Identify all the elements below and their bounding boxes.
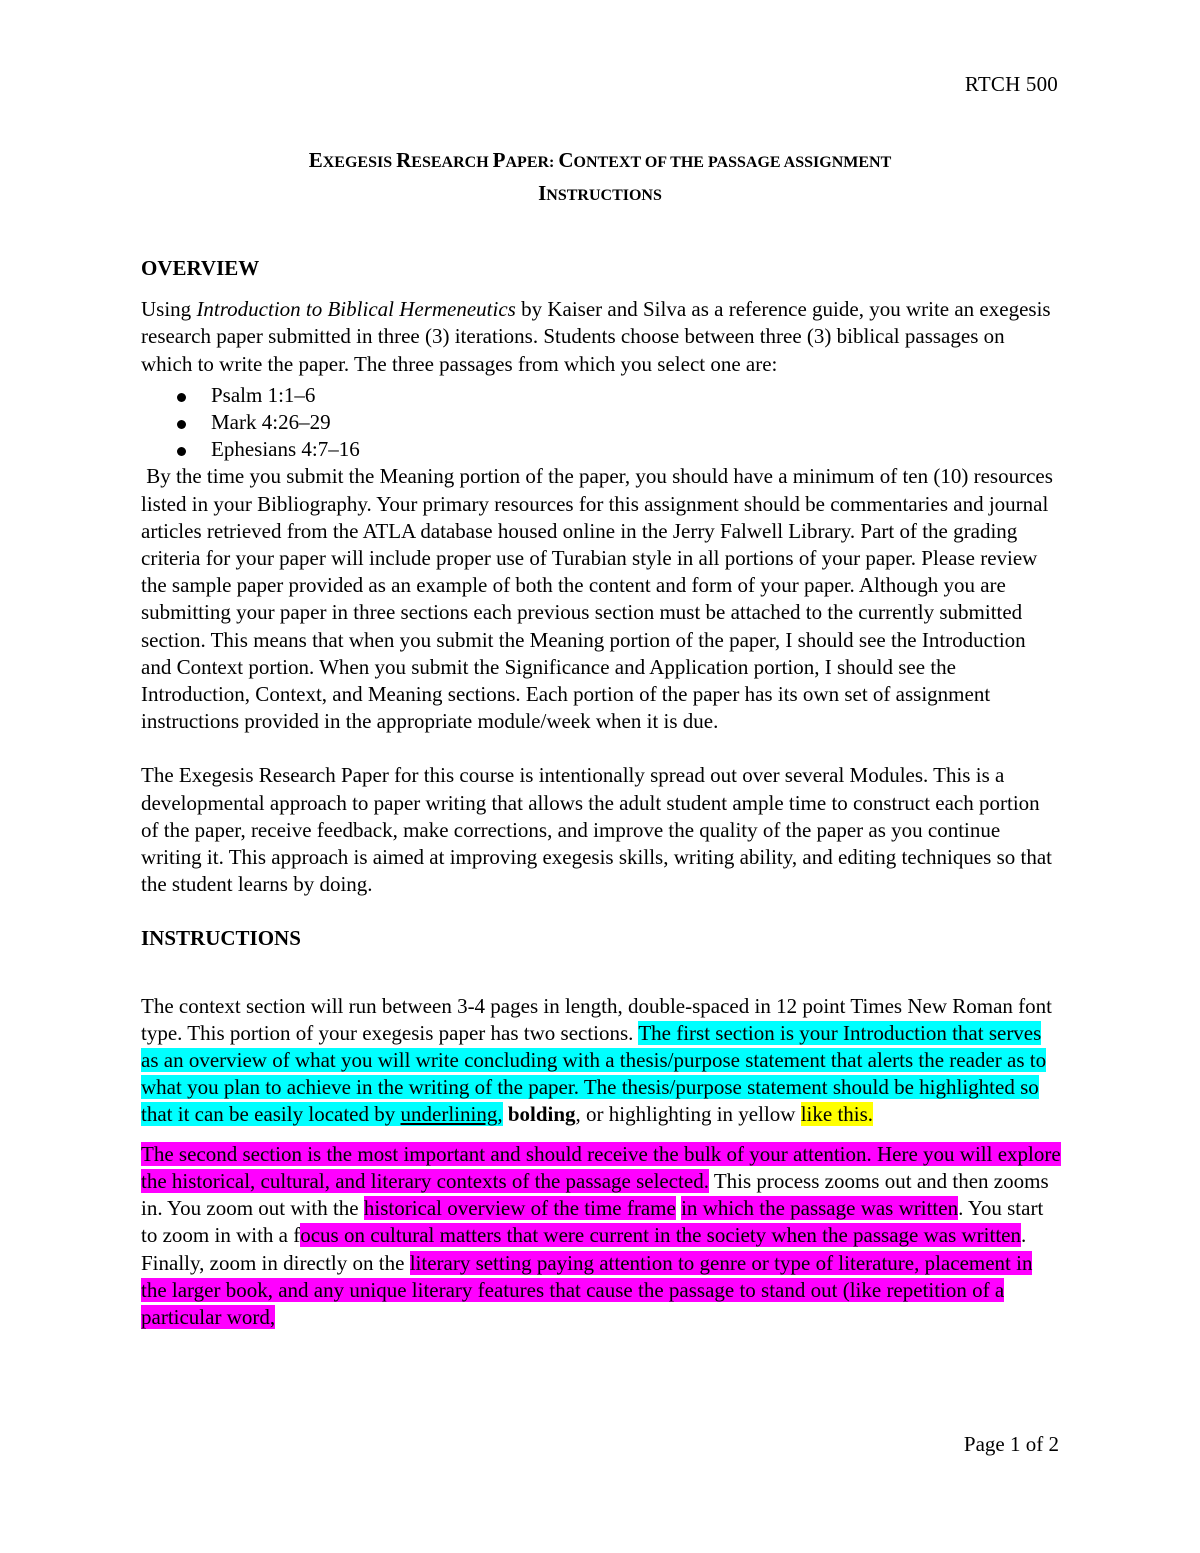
title-line-2: INSTRUCTIONS (538, 181, 662, 205)
document-body (141, 255, 1061, 1331)
underlined-text: underlining (400, 1102, 498, 1127)
highlight-magenta: literary setting paying attention to genre or type of literature, placement in the larger book, and any unique literary features that cause the passage to stand out (like repetition of a particular word, (141, 1250, 1033, 1329)
highlight-magenta: in which the passage was written (681, 1196, 959, 1221)
passage-list (141, 382, 1061, 464)
overview-intro: Using Introduction to Biblical Hermeneutics by Kaiser and Silva as a reference guide, you write an exegesis research paper submitted in three (3) iterations. Students choose between three (3) biblical passages on which to write the paper. The three passages from which you select one are: (141, 297, 1051, 376)
highlight-magenta: ocus on cultural matters that were current in the society when the passage was written (300, 1223, 1021, 1248)
instructions-paragraph-1: The context section will run between 3-4 pages in length, double-spaced in 12 point Times New Roman font type. This portion of your exegesis paper has two sections. The first section is your Introduction that serves as an overview of what you will write concluding with a thesis/purpose statement that alerts the reader as to what you plan to achieve in the writing of the paper. The thesis/purpose statement should be highlighted so that it can be easily located by underlining, bolding, or highlighting in yellow like this. (141, 993, 1052, 1127)
page-number: Page 1 of 2 (963, 1432, 1059, 1456)
overview-paragraph-2: By the time you submit the Meaning portion of the paper, you should have a minimum of ten (10) resources listed in your Bibliography. Your primary resources for this assignment should be commentaries and journal articles retrieved from the ATLA database housed online in the Jerry Falwell Library. Part of the grading criteria for your paper will include proper use of Turabian style in all portions of your paper. Please review the sample paper provided as an example of both the content and form of your paper. Although you are submitting your paper in three sections each previous section must be attached to the currently submitted section. This means that when you submit the Meaning portion of the paper, I should see the Introduction and Context portion. When you submit the Significance and Application portion, I should see the Introduction, Context, and Meaning sections. Each portion of the paper has its own set of assignment instructions provided in the appropriate module/week when it is due. (141, 464, 1059, 734)
highlight-cyan: The first section is your Introduction that serves as an overview of what you will write concluding with a thesis/purpose statement that alerts the reader as to what you plan to achieve in the writing of the paper. The thesis/purpose statement should be highlighted so that it can be easily located by (141, 1020, 1047, 1127)
list-item: Psalm 1:1–6 (173, 382, 1061, 409)
course-code: RTCH 500 (964, 72, 1058, 96)
list-item: Mark 4:26–29 (173, 409, 1061, 436)
title-line-1: EXEGESIS RESEARCH PAPER: CONTEXT OF THE PASSAGE ASSIGNMENT (308, 148, 892, 172)
book-title: Introduction to Biblical Hermeneutics (196, 297, 516, 322)
highlight-magenta: historical overview of the time frame (363, 1196, 676, 1221)
list-item: Ephesians 4:7–16 (173, 436, 1061, 463)
document-title (140, 145, 1060, 211)
instructions-heading: INSTRUCTIONS (141, 926, 301, 951)
bold-text: bolding (507, 1102, 576, 1127)
instructions-paragraph-2: The second section is the most important and should receive the bulk of your attention. Here you will explore the historical, cultural, and literary contexts of the passage selected. This process zooms out and then zooms in. You zoom out with the historical overview of the time frame in which the passage was written. You start to zoom in with a focus on cultural matters that were current in the society when the passage was written. Finally, zoom in directly on the literary setting paying attention to genre or type of literature, placement in the larger book, and any unique literary features that cause the passage to stand out (like repetition of a particular word, (141, 1141, 1061, 1329)
overview-paragraph-3: The Exegesis Research Paper for this course is intentionally spread out over several Modules. This is a developmental approach to paper writing that allows the adult student ample time to construct each portion of the paper, receive feedback, make corrections, and improve the quality of the paper as you continue writing it. This approach is aimed at improving exegesis skills, writing ability, and editing techniques so that the student learns by doing. (141, 763, 1053, 897)
highlight-magenta: The second section is the most important and should receive the bulk of your attention. Here you will explore the historical, cultural, and literary contexts of the passage selected. (141, 1141, 1061, 1193)
highlight-yellow: like this. (800, 1102, 874, 1127)
overview-heading: OVERVIEW (141, 256, 260, 280)
